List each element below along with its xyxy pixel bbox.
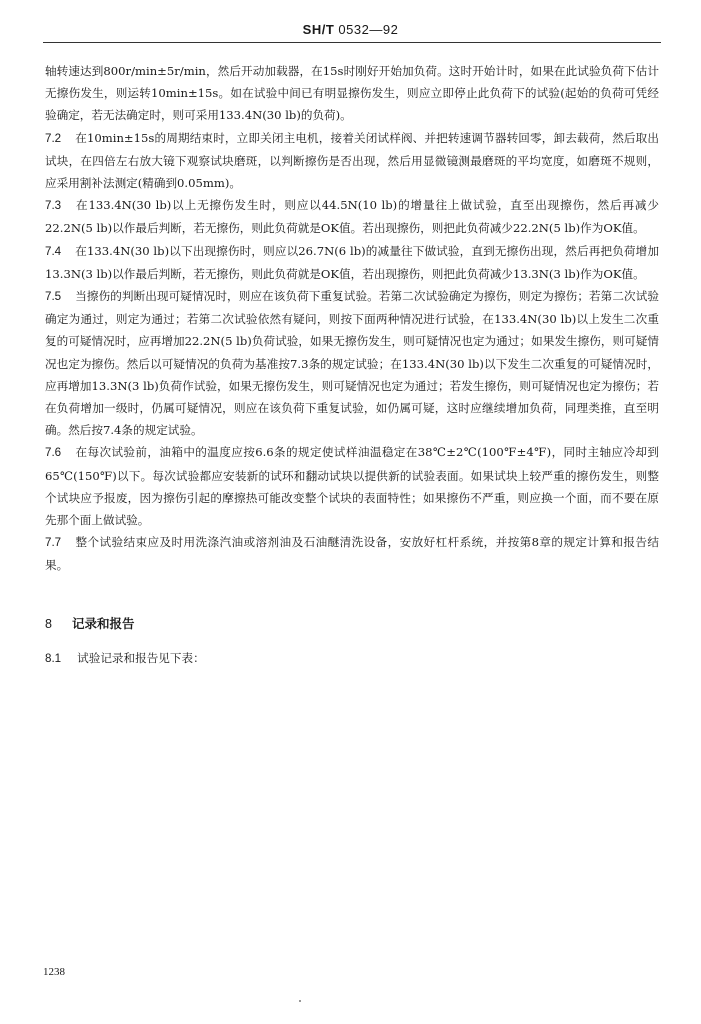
body-text (45, 60, 659, 577)
paragraph-7-3: 7.3 在133.4N(30 lb)以上无擦伤发生时，则应以44.5N(10 lb)的增量往上做试验，直至出现擦伤，然后再减少22.2N(5 lb)以作最后判断，若无擦伤，则此负荷就是OK值。若出现擦伤，则把此负荷减少22.2N(5 lb)作为OK值。 (45, 198, 659, 236)
standard-prefix: SH/T (302, 22, 335, 37)
item-8-1 (45, 650, 205, 666)
paragraph-7-6: 7.6 在每次试验前，油箱中的温度应按6.6条的规定使试样油温稳定在38℃±2℃(100℉±4℉)，同时主轴应冷却到65℃(150℉)以下。每次试验都应安装新的试环和翻动试块以提供新的试验表面。如果试块上较严重的擦伤发生，则整个试块应予报废，因为擦伤引起的摩擦热可能改变整个试块的表面特性；如果擦伤不严重，则应换一个面，而不要在原先那个面上做试验。 (45, 445, 659, 528)
scan-speck (299, 1000, 301, 1002)
header-rule (43, 42, 661, 43)
section-number: 8 (45, 617, 52, 631)
item-number: 8.1 (45, 652, 62, 665)
section-title: 记录和报告 (71, 616, 135, 631)
section-8-heading (45, 614, 134, 632)
paragraph-7-4: 7.4 在133.4N(30 lb)以下出现擦伤时，则应以26.7N(6 lb)的减量往下做试验，直到无擦伤出现，然后再把负荷增加13.3N(3 lb)以作最后判断，若无擦伤，则此负荷就是OK值，若出现擦伤，则把此负荷减少13.3N(3 lb)作为OK值。 (45, 243, 659, 281)
page-header (0, 22, 701, 37)
paragraph-7-2: 7.2 在10min±15s的周期结束时，立即关闭主电机，接着关闭试样阀、并把转速调节器转回零，卸去载荷，然后取出试块，在四倍左右放大镜下观察试块磨斑，以判断擦伤是否出现，然后用显微镜测最磨斑的平均宽度，如磨斑不规则，应采用割补法测定(精确到0.05mm)。 (45, 130, 659, 191)
paragraph-7-1-cont: 轴转速达到800r/min±5r/min，然后开动加载器，在15s时刚好开始加负荷。这时开始计时，如果在此试验负荷下估计无擦伤发生，则运转10min±15s。如在试验中间已有明显擦伤发生，则应立即停止此负荷下的试验(起始的负荷可凭经验确定，若无法确定时，则可采用133.4N(30 lb)的负荷)。 (45, 64, 659, 123)
standard-number: 0532—92 (338, 22, 399, 37)
page-number: 1238 (43, 966, 65, 978)
paragraph-7-7: 7.7 整个试验结束应及时用洗涤汽油或溶剂油及石油醚清洗设备，安放好杠杆系统，并按第8章的规定计算和报告结果。 (45, 535, 659, 573)
item-text: 试验记录和报告见下表： (77, 651, 205, 665)
paragraph-7-5: 7.5 当擦伤的判断出现可疑情况时，则应在该负荷下重复试验。若第二次试验确定为擦伤，则定为擦伤；若第二次试验确定为通过，则定为通过；若第二次试验依然有疑问，则按下面两种情况进行试验，在133.4N(30 lb)以上发生二次重复的可疑情况时，应再增加22.2N(5 lb)负荷试验，如果无擦伤发生，则可疑情况也定为通过；如果发生擦伤，则可疑情况也定为擦伤。然后以可疑情况的负荷为基准按7.3条的规定试验；在133.4N(30 lb)以下发生二次重复的可疑情况时，应再增加13.3N(3 lb)负荷作试验，如果无擦伤发生，则可疑情况也定为通过；若发生擦伤，则可疑情况也定为擦伤；若在负荷增加一级时，仍属可疑情况，则应在该负荷下重复试验，如仍属可疑，这时应继续增加负荷，同理类推，直至明确。然后按7.4条的规定试验。 (45, 289, 659, 438)
